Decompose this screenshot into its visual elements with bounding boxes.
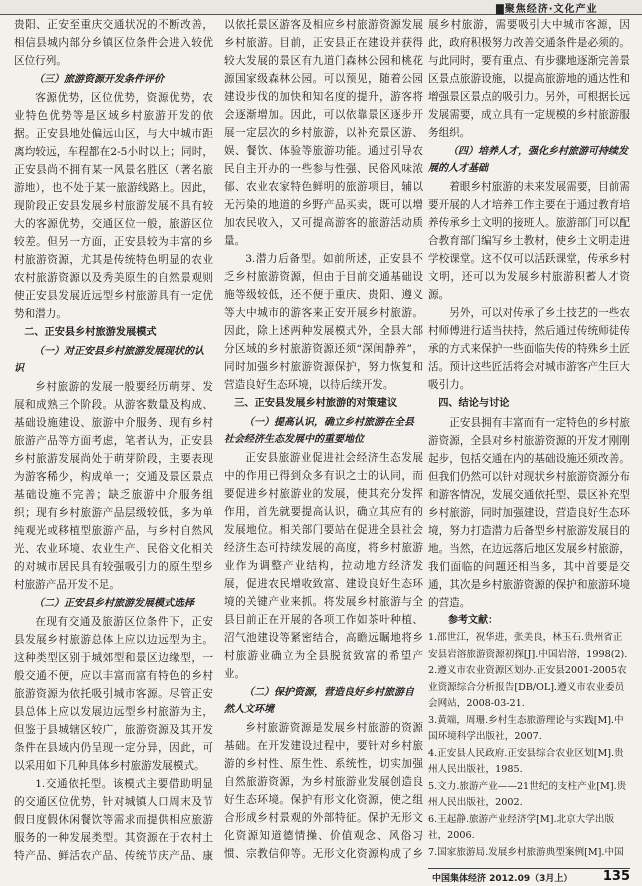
reference-item: 5.文力.旅游产业——21世纪的支柱产业[M].贵州人民出版社，2002. [428, 780, 627, 808]
references-heading: 参考文献： [448, 615, 498, 626]
subsection-heading: （三）旅游资源开发条件评价 [34, 74, 164, 85]
reference-item: 2.遵义市农业资源区划办.正安县2001-2005农业资源综合分析报告[DB/OL].遵义市农业委员会网站，2008-03-21. [428, 665, 627, 709]
article-column-1 [14, 16, 213, 862]
section-heading: 二、正安县乡村旅游发展模式 [24, 327, 157, 338]
section-heading: 四、结论与讨论 [438, 398, 510, 409]
body-paragraph: 着眼乡村旅游的未来发展需要，目前需要开展的人才培养工作主要在于通过教育培养传承乡土文明的接班人。旅游部门可以配合教育部门编写乡土教材，使乡土文明走进学校课堂。这不仅可以活跃课堂，传承乡村文明，还可以为发展乡村旅游积蓄人才资源。 [428, 181, 630, 301]
body-paragraph: 展乡村旅游，需要吸引大中城市客源，因此，政府积极努力改善交通条件是必须的。与此同时，要有重点、有步骤地逐渐完善景区景点旅游设施，以提高旅游地的通达性和增强景区景点的吸引力。另外，可根据长远发展需要，成立具有一定规模的乡村旅游服务组织。 [428, 19, 630, 139]
body-paragraph: 客源优势，区位优势，资源优势，农业特色优势等是区域乡村旅游开发的依据。正安县地处偏远山区，与大中城市距离均较远，车程都在2-5小时以上；同时，正安县尚不拥有某一风景名胜区（著名旅游地），也不处于某一旅游线路上。因此，现阶段正安县发展乡村旅游发展不具有较大的客源优势，交通区位一般，旅游区位较差。但另一方面，正安县较为丰富的乡村旅游资源，尤其是传统特色明显的农业农村旅游资源以及秀美原生的自然景观则使正安县发展近远型乡村旅游具有一定优势和潜力。 [14, 92, 213, 320]
body-paragraph: 以依托景区游客及相应乡村旅游资源发展乡村旅游。目前，正安县正在建设并获得较大发展的景区有九道门森林公园和桃花源国家级森林公园。可以预见，随着公园建设步伐的加快和知名度的提升，游客将会逐渐增加。因此，可以依靠景区逐步开展一定层次的乡村旅游，以补充景区游、娱、餐饮、体验等旅游功能。通过引导农民自主开办的一些参与性强、民俗风味浓郁、农业农家特色鲜明的旅游项目，辅以无污染的地道的乡野产品买卖，既可以增加农民收入，又可提高游客的旅游活动质量。 [224, 19, 423, 247]
reference-item: 1.邵世江，祝华进，张美良，林玉石.贵州省正安县岩溶旅游资源初探[J].中国岩溶，1998(2). [428, 632, 628, 660]
section-heading: 三、正安县发展乡村旅游的对策建议 [234, 398, 398, 409]
body-paragraph: 正安县旅游业促进社会经济生态发展中的作用已得到众多有识之士的认同，而要促进乡村旅游业的发展，使其充分发挥作用，首先就要提高认识，确立其应有的发展地位。相关部门要站在促进全县社会经济生态可持续发展的高度，将乡村旅游业作为调整产业结构，拉动地方经济发展，促进农民增收致富、建设良好生态环境的关键产业来抓。将发展乡村旅游与全县目前正在开展的各项工作如茶叶种植、沼气池建设等紧密结合，高瞻远瞩地将乡村旅游业确立为全县脱贫致富的希望产业。 [224, 452, 423, 680]
subsection-heading: （四）培养人才，强化乡村旅游可持续发展的人才基础 [428, 146, 628, 174]
reference-item: 3.黄端，周珊.乡村生态旅游理论与实践[M].中国环境科学出版社，2007. [428, 714, 624, 742]
subsection-heading: （一）提高认识，确立乡村旅游在全县社会经济生态发展中的重要地位 [224, 417, 414, 445]
body-paragraph: 乡村旅游资源是发展乡村旅游的资源基础。在开发建设过程中，要针对乡村旅游的乡村性、原生性、系统性，切实加强自然旅游资源，为乡村旅游业发展创造良好生态环境。保护有形文化资源，使之组合形成乡村景观的外部特征。保护无形文化资源知道德情操、价值观念、风俗习惯、宗教信仰等。无形文化资源构成了乡 [224, 722, 423, 860]
subsection-heading: （二）保护资源，营造良好乡村旅游自然人文环境 [224, 687, 414, 715]
body-paragraph: 1.交通依托型。该模式主要借助明显的交通区位优势，针对城镇人口周末及节假日度假休闲餐饮等需求而提供相应旅游服务的一种发展类型。其资源在于农村土特产品、鲜活农产品、传统节庆产品、康 [14, 778, 213, 862]
article-column-3 [428, 16, 630, 862]
body-paragraph: 乡村旅游的发展一般要经历萌芽、发展和成熟三个阶段。从游客数量及构成、基础设施建设、旅游中介服务、现有乡村旅游产品等方面考虑，笔者认为，正安县乡村旅游发展尚处于萌芽阶段，主要表现为游客稀少，构成单一；交通及景区景点基础设施不完善；缺乏旅游中介服务组织；现有乡村旅游产品层级较低，多为单纯观光或移植型旅游产品，与乡村自然风光、农业环境、农业生产、民俗文化相关的对城市居民具有较强吸引力的原生型乡村旅游产品开发不足。 [14, 381, 213, 591]
reference-item: 6.王起静.旅游产业经济学[M].北京大学出版社，2006. [428, 813, 615, 841]
page-footer [428, 868, 630, 886]
reference-item: 4.正安县人民政府.正安县综合农业区划[M].贵州人民出版社，1985. [428, 747, 624, 775]
body-paragraph: 3.潜力后备型。如前所述，正安县不乏乡村旅游资源，但由于目前交通基础设施等级较低，还不便于重庆、贵阳、遵义等大中城市的游客来正安开展乡村旅游。因此，除上述两种发展模式外，全县大部分区域的乡村旅游资源还须“深闺静养”，同时加强乡村旅游资源保护，努力恢复和营造良好生态环境，以待后续开发。 [224, 253, 423, 391]
subsection-heading: （一）对正安县乡村旅游发展现状的认识 [14, 346, 204, 374]
body-paragraph: 在现有交通及旅游区位条件下，正安县发展乡村旅游总体上应以边远型为主。这种类型区别于城郊型和景区边缘型，一般交通不便，应以丰富而富有特色的乡村旅游资源为依托吸引城市客源。尽管正安县总体上应以发展边远型乡村旅游为主，但鉴于县城辖区较广，旅游资源及其开发条件在县域内仍呈现一定分异，因此，可以采用如下几种具体乡村旅游发展模式。 [14, 616, 213, 772]
section-header-title: ▇聚焦经济·文化产业 [496, 4, 598, 15]
body-paragraph: 贵阳、正安至重庆交通状况的不断改善，相信县城内部分乡镇区位条件会进入较优区位行列。 [14, 19, 213, 67]
body-paragraph: 另外，可以对传承了乡土技艺的一些农村师傅进行适当扶持，然后通过传统师徒传承的方式来保护一些面临失传的特殊乡土匠活。预计这些匠活将会对城市游客产生巨大吸引力。 [428, 307, 630, 391]
page-number: 135 [602, 869, 630, 884]
subsection-heading: （二）正安县乡村旅游发展模式选择 [34, 598, 194, 609]
article-column-2 [224, 16, 423, 862]
body-paragraph: 正安县拥有丰富而有一定特色的乡村旅游资源，全县对乡村旅游资源的开发才刚刚起步，包括交通在内的基础设施还须改善。但我们仍然可以针对现状乡村旅游资源分布和游客情况，发展交通依托型、景区补充型乡村旅游，同时加强建设，营造良好生态环境，努力打造潜力后备型乡村旅游发展目的地。当然，在边远落后地区发展乡村旅游，我们面临的问题还相当多，其中首要是交通，其次是乡村旅游资源的保护和旅游环境的营造。 [428, 417, 630, 609]
journal-issue-label: 中国集体经济 2012.09（3月上） [432, 874, 573, 884]
reference-item: 7.国家旅游局.发展乡村旅游典型案例[M].中国 [428, 846, 624, 858]
